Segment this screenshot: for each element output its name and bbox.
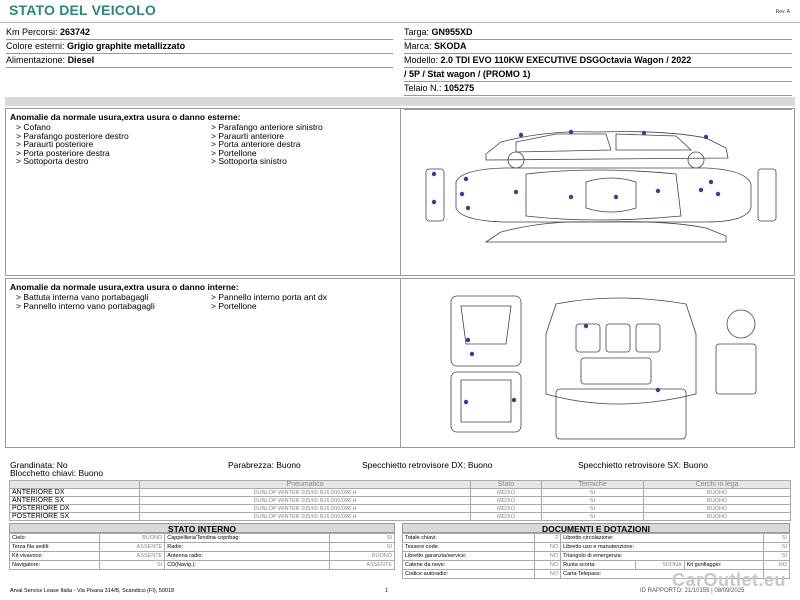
damage-item: > Pannello interno porta ant dx xyxy=(211,292,328,302)
hail-status: Grandinata: No xyxy=(10,460,68,470)
external-damage-list-b xyxy=(211,123,396,166)
brand-value: SKODA xyxy=(434,41,467,51)
table-row: Kit vivavoce: ASSENTE Antenna radio: BUONO xyxy=(10,552,395,561)
fuel-value: Diesel xyxy=(67,55,95,65)
plate-row: Targa: GN955XD xyxy=(404,26,792,40)
tyres-table xyxy=(9,480,791,521)
table-row: Catene da neve: NO Ruota scorta: SUONA Kit gonfiaggio: NO xyxy=(403,561,790,570)
table-row: POSTERIORE SX DUNLOP WINTER 205/60 R16 000/096 H MEDIO SI BUONO xyxy=(10,513,791,521)
color-row: Colore esterni: Grigio graphite metallizzato xyxy=(6,40,393,54)
windscreen-status: Parabrezza: Buono xyxy=(228,460,301,470)
model-value-cont: / 5P / Stat wagon / (PROMO 1) xyxy=(404,69,531,79)
internal-damage-list-b xyxy=(211,293,396,310)
external-damage-panel xyxy=(5,108,795,276)
tyres-header-row: Pneumatico Stato Termiche Cerchi in lega xyxy=(10,481,791,489)
model-value: 2.0 TDI EVO 110KW EXECUTIVE DSGOctavia Wagon / 2022 xyxy=(440,55,692,65)
damage-item: > Battuta interna vano portabagagli xyxy=(16,292,149,302)
revision-label: Rev. A xyxy=(775,9,790,15)
damage-item: > Paraurti anteriore xyxy=(211,130,284,141)
table-row: Libretto garanzia/service: NO Triangolo di emergenza: SI xyxy=(403,552,790,561)
color-value: Grigio graphite metallizzato xyxy=(67,41,186,51)
damage-item: > Porta anteriore destra xyxy=(211,139,301,149)
table-row: Terza fila sedili: ASSENTE Radio: SI xyxy=(10,543,395,552)
internal-damage-title: Anomalie da normale usura,extra usura o danno interne: xyxy=(10,282,239,292)
internal-state-title: STATO INTERNO xyxy=(9,523,395,533)
damage-item: > Portellone xyxy=(211,147,257,158)
table-row: ANTERIORE SX DUNLOP WINTER 205/60 R16 000/096 H MEDIO SI BUONO xyxy=(10,497,791,505)
km-value: 263742 xyxy=(60,27,91,37)
damage-item: > Sottoporta destro xyxy=(16,156,89,166)
mirror-sx-status: Specchietto retrovisore SX: Buono xyxy=(578,460,708,470)
internal-state-table xyxy=(9,533,395,570)
title-divider xyxy=(0,22,800,23)
damage-item: > Pannello interno vano portabagagli xyxy=(16,300,155,311)
table-row: ANTERIORE DX DUNLOP WINTER 205/60 R16 000/096 H MEDIO SI BUONO xyxy=(10,489,791,497)
interior-damage-dots xyxy=(464,324,660,404)
external-damage-list-a xyxy=(16,123,206,166)
table-row: Navigatore: SI CD(Navig.): ASSENTE xyxy=(10,561,395,570)
model-row: Modello: 2.0 TDI EVO 110KW EXECUTIVE DSGOctavia Wagon / 2022 xyxy=(404,54,792,68)
brand-row: Marca: SKODA xyxy=(404,40,792,54)
damage-item: > Parafango posteriore destro xyxy=(16,130,129,141)
internal-damage-panel xyxy=(5,278,795,448)
page-number: 1 xyxy=(385,588,389,594)
fuel-row: Alimentazione: Diesel xyxy=(6,54,393,68)
table-row: Tessere code: NO Libretto uso e manutenzione: SI xyxy=(403,543,790,552)
report-id: ID RAPPORTO: 21/10155 | 08/09/2025 xyxy=(640,588,745,594)
km-row: Km Percorsi: 263742 xyxy=(6,26,393,40)
footer-address: Arval Service Lease Italia - Via Pisana 314/B, Scandicci (FI), 50018 xyxy=(10,588,175,594)
section-separator xyxy=(5,97,795,106)
frame-row: Telaio N.: 105275 xyxy=(404,82,792,96)
external-damage-title: Anomalie da normale usura,extra usura o danno esterne: xyxy=(10,112,241,122)
frame-value: 105275 xyxy=(444,83,475,93)
damage-item: > Portellone xyxy=(211,300,257,311)
interior-car-diagram xyxy=(406,294,791,444)
damage-item: > Parafango anteriore sinistro xyxy=(211,122,323,132)
documents-title: DOCUMENTI E DOTAZIONI xyxy=(402,523,790,533)
damage-item: > Sottoporta sinistro xyxy=(211,156,287,166)
watermark-logo: CarOutlet.eu xyxy=(671,570,786,590)
damage-item: > Porta posteriore destra xyxy=(16,147,110,158)
page-title: STATO DEL VEICOLO xyxy=(9,2,157,18)
mirror-dx-status: Specchietto retrovisore DX: Buono xyxy=(362,460,493,470)
internal-damage-list-a xyxy=(16,293,206,310)
table-row: Cielo: BUONO Cappelliera/Tendina copribag: SI xyxy=(10,534,395,543)
damage-item: > Cofano xyxy=(16,122,51,132)
table-row: Codice autoradio: NO Carta Telepass: xyxy=(403,570,790,579)
damage-item: > Paraurti posteriore xyxy=(16,139,94,149)
keys-block-status: Blocchetto chiavi: Buono xyxy=(10,468,104,478)
plate-value: GN955XD xyxy=(431,27,473,37)
model-row-cont xyxy=(404,68,792,82)
table-row: POSTERIORE DX DUNLOP WINTER 205/60 R16 000/096 H MEDIO SI BUONO xyxy=(10,505,791,513)
vehicle-info-left xyxy=(6,26,393,68)
table-row: Totale chiavi: 2 Libretto circolazione: SI xyxy=(403,534,790,543)
exterior-car-diagram xyxy=(406,124,791,244)
